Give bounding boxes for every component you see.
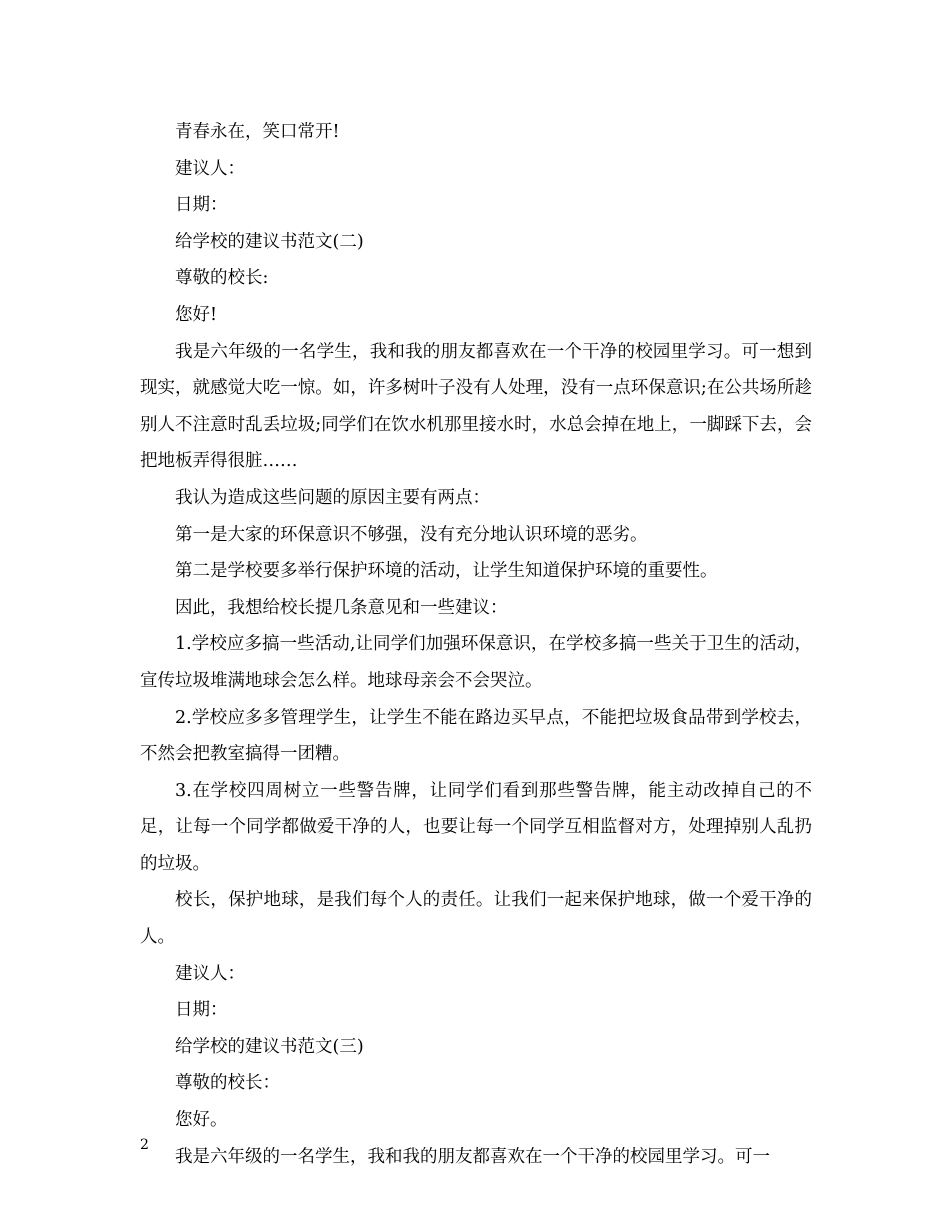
paragraph-suggestion-three: 3.在学校四周树立一些警告牌，让同学们看到那些警告牌，能主动改掉自己的不足，让每一个同学都做爱干净的人，也要让每一个同学互相监督对方，处理掉别人乱扔的垃圾。 — [140, 780, 812, 874]
paragraph-intro: 我是六年级的一名学生，我和我的朋友都喜欢在一个干净的校园里学习。可一想到现实，就感觉大吃一惊。如，许多树叶子没有人处理，没有一点环保意识;在公共场所趁别人不注意时乱丢垃圾;同学们在饮水机那里接水时，水总会掉在地上，一脚踩下去，会把地板弄得很脏…… — [140, 341, 812, 472]
paragraph-salutation-2: 尊敬的校长： — [175, 1073, 280, 1094]
paragraph-salutation: 尊敬的校长: — [175, 268, 269, 289]
paragraph-suggestions-intro: 因此，我想给校长提几条意见和一些建议： — [175, 597, 508, 618]
paragraph-reason-two: 第二是学校要多举行保护环境的活动，让学生知道保护环境的重要性。 — [175, 561, 718, 582]
paragraph-date: 日期： — [175, 195, 228, 216]
paragraph-intro-2: 我是六年级的一名学生，我和我的朋友都喜欢在一个干净的校园里学习。可一 — [175, 1146, 770, 1167]
paragraph-reason-one: 第一是大家的环保意识不够强，没有充分地认识环境的恶劣。 — [175, 524, 648, 545]
paragraph-date-2: 日期： — [175, 1000, 228, 1021]
paragraph-conclusion: 校长，保护地球，是我们每个人的责任。让我们一起来保护地球，做一个爱干净的人。 — [140, 890, 812, 948]
paragraph-suggestion-two: 2.学校应多多管理学生，让学生不能在路边买早点，不能把垃圾食品带到学校去，不然会把教室搞得一团糟。 — [140, 707, 812, 765]
page-number: 2 — [140, 1137, 149, 1153]
paragraph-greeting: 您好! — [175, 304, 218, 325]
paragraph-closing-wish: 青春永在，笑口常开! — [175, 122, 340, 142]
document-body — [140, 114, 812, 1175]
paragraph-suggestion-one: 1.学校应多搞一些活动,让同学们加强环保意识，在学校多搞一些关于卫生的活动，宣传垃圾堆满地球会怎么样。地球母亲会不会哭泣。 — [140, 634, 812, 691]
section-heading-two: 给学校的建议书范文(二) — [175, 231, 364, 252]
paragraph-reasons: 我认为造成这些问题的原因主要有两点： — [175, 487, 490, 508]
paragraph-proposer: 建议人： — [175, 158, 245, 179]
paragraph-greeting-2: 您好。 — [175, 1110, 228, 1131]
section-heading-three: 给学校的建议书范文(三) — [175, 1036, 364, 1057]
paragraph-proposer-2: 建议人： — [175, 963, 245, 984]
